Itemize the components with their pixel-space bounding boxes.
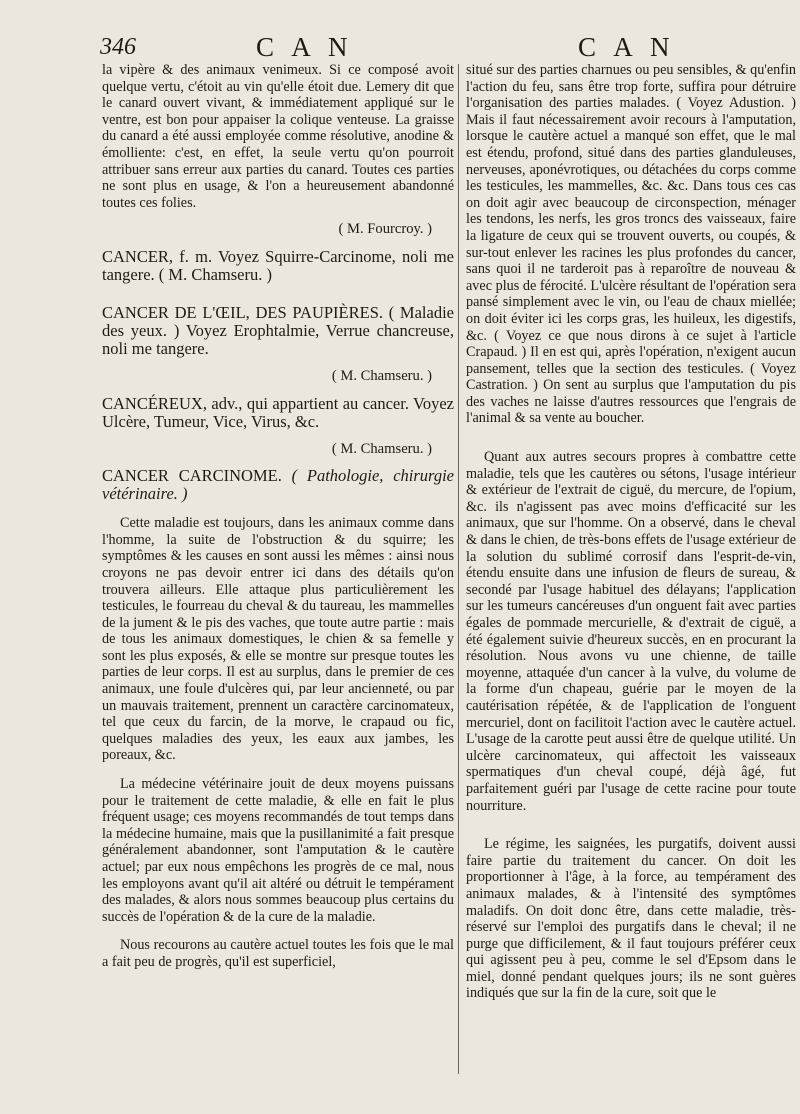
left-column <box>102 62 454 971</box>
page-number: 346 <box>100 34 136 60</box>
running-head-right: C A N <box>578 32 676 62</box>
entry-subject: ( Pathologie, chirurgie vétérinaire. ) <box>102 466 454 504</box>
entry-text: Voyez Squirre-Carcinome, noli me tangere. ( M. Chamseru. ) <box>102 246 454 284</box>
entry-text: qui appartient au cancer. Voyez Ulcère, Tumeur, Vice, Virus, &c. <box>102 393 454 431</box>
spacer <box>102 764 454 776</box>
entry-headword: CANCER DE L'ŒIL, DES PAUPIÈRES. <box>102 302 383 322</box>
author-signature: ( M. Chamseru. ) <box>331 367 432 384</box>
running-head-left: C A N <box>256 32 354 62</box>
paragraph: situé sur des parties charnues ou peu sensibles, & qu'enfin l'action du feu, sans être trop forte, suffira pour détruire l'organisation des parties malades. ( Voyez Adustion. ) Mais il faut nécessairement avoir recours à l'amputation, lorsque le cautère actuel a manqué son effet, que le mal est étendu, profond, situé dans des parties glanduleuses, nerveuses, aponévrotiques, ou détachées du corps comme les testicules, les mammelles, &c. &c. Dans tous ces cas on doit agir avec beaucoup de circonspection, ménager les tendons, les nerfs, les gros troncs des vaisseaux, faire la ligature de ceux qui se trouvent ouverts, ou coupés, & sur-tout enlever les racines les plus profondes du cancer, sans quoi il ne tarderoit pas à reparoître de nouveau & avec plus de férocité. L'ulcère résultant de l'opération sera pansé simplement avec le vin, ou l'eau de chaux miellée; on doit éviter ici les corps gras, les huileux, les digestifs, &c. ( Voyez ce que nous dirons à ce sujet à l'article Crapaud. ) Il en est qui, après l'opération, n'exigent aucun pansement, telles que la section des testicules. ( Voyez Castration. ) On sent au surplus que l'amputation du pis des vaches ne laisse d'autres ressources que l'engrais de l'animal & sa vente au boucher. <box>466 62 796 427</box>
right-column <box>466 62 796 1002</box>
entry-cancer-oeil <box>102 304 454 358</box>
paragraph: Nous recourons au cautère actuel toutes les fois que le mal a fait peu de progrès, qu'il est superficiel, <box>102 937 454 970</box>
entry-headword: CANCER CARCINOME. <box>102 466 282 486</box>
paragraph: Le régime, les saignées, les purgatifs, doivent aussi faire partie du traitement du cancer. On doit les proportionner à l'âge, à la force, au tempérament des animaux malades, & à l'intensité des symptômes maladifs. On doit donc être, dans cette maladie, très-réservé sur l'emploi des purgatifs dans le cheval; il ne purge que difficilement, & il faut toujours préférer ceux qui agissent peu à peu, comme le sel d'Epsom dans le miel, donné pendant quelques jours; ils ne sont guères indiqués que sur la fin de la cure, soit que le <box>466 836 796 1002</box>
paragraph: Quant aux autres secours propres à combattre cette maladie, tels que les cautères ou sétons, l'usage intérieur & extérieur de l'extrait de ciguë, du mercure, de l'opium, &c. ils n'agissent pas avec moins d'efficacité sur les animaux, que sur l'homme. On a observé, dans le cheval & dans le chien, de très-bons effets de l'usage extérieur de la solution du sublimé corrosif dans l'esprit-de-vin, étendu ensuite dans une infusion de fleurs de sureau, & secondé par l'usage habituel des délayans; l'application sur les tumeurs cancéreuses d'un onguent fait avec parties égales de pommade mercurielle, & d'extrait de ciguë, a été également suivie d'heureux succès, en en procurant la résolution. Nous avons vu une chienne, de taille moyenne, attaquée d'un cancer à la vulve, du volume de la forme d'un chapeau, guérie par le moyen de la cautérisation répétée, & de l'application de l'onguent mercuriel, dont on facilitoit l'action avec le cautère actuel. L'usage de la carotte peut aussi être de quelque utilité. Un ulcère carcinomateux, qui affectoit les vaisseaux spermatiques d'un cheval coupé, déjà âgé, fut parfaitement guéri par l'usage de cette racine pour toute nourriture. <box>466 449 796 814</box>
column-divider <box>458 64 459 1074</box>
spacer <box>102 503 454 515</box>
spacer <box>102 284 454 296</box>
entry-cancereux <box>102 395 454 431</box>
author-signature: ( M. Fourcroy. ) <box>338 221 432 238</box>
paragraph: Cette maladie est toujours, dans les animaux comme dans l'homme, la suite de l'obstruction & du squirre; les symptômes & les causes en sont aussi les mêmes : ainsi nous croyons ne pas devoir entrer ici dans des détails qu'on trouvera ailleurs. Elle attaque plus particulièrement les testicules, le fourreau du cheval & du taureau, les mammelles de la jument & le pis des vaches, que toute autre partie : mais de tous les animaux domestiques, le chien & sa femelle y sont les plus exposés, & elle se montre sur presque toutes les parties de leur corps. Il est au surplus, dans le premier de ces animaux, une foule d'ulcères qui, par leur ancienneté, ou par un mauvais traitement, prennent un caractère carcinomateux, tel que ceux du farcin, de la morve, le crapaud ou fic, quelques maladies des yeux, les eaux aux jambes, les poreaux, &c. <box>102 515 454 764</box>
entry-cancer-carcinome <box>102 467 454 503</box>
spacer <box>466 814 796 836</box>
spacer <box>102 925 454 937</box>
paragraph: La médecine vétérinaire jouit de deux moyens puissans pour le traitement de cette maladie, & elle en fait le plus fréquent usage; ces moyens recommandés de tout temps dans la médecine humaine, mais que la pusillanimité a fait presque généralement abandonner, sont l'amputation & le cautère actuel; par eux nous empêchons les progrès de ce mal, nous les employons avant qu'il ait altéré ou détruit le tempérament des malades, & alors nous sommes beaucoup plus certains du succès de l'opération & de la cure de la maladie. <box>102 776 454 925</box>
spacer <box>466 427 796 449</box>
paragraph: la vipère & des animaux venimeux. Si ce composé avoit quelque vertu, c'étoit au vin qu'elle étoit due. Lemery dit que le canard ouvert vivant, & immédiatement appliqué sur le ventre, est bon pour appaiser la colique venteuse. La graisse du canard a été aussi employée comme résolutive, anodine & émolliente: c'est, en effet, la seule vertu qu'on pourroit attribuer sans erreur aux parties du canard. Toutes ces parties ne sont plus en usage, & l'on a heureusement abandonné toutes ces folies. <box>102 62 454 211</box>
entry-text: ( Maladie des yeux. ) Voyez Erophtalmie, Verrue chancreuse, noli me tangere. <box>102 302 454 358</box>
entry-headword: CANCER, f. m. <box>102 246 213 266</box>
author-signature: ( M. Chamseru. ) <box>331 440 432 457</box>
entry-headword: CANCÉREUX, adv., <box>102 393 243 413</box>
entry-cancer <box>102 248 454 284</box>
